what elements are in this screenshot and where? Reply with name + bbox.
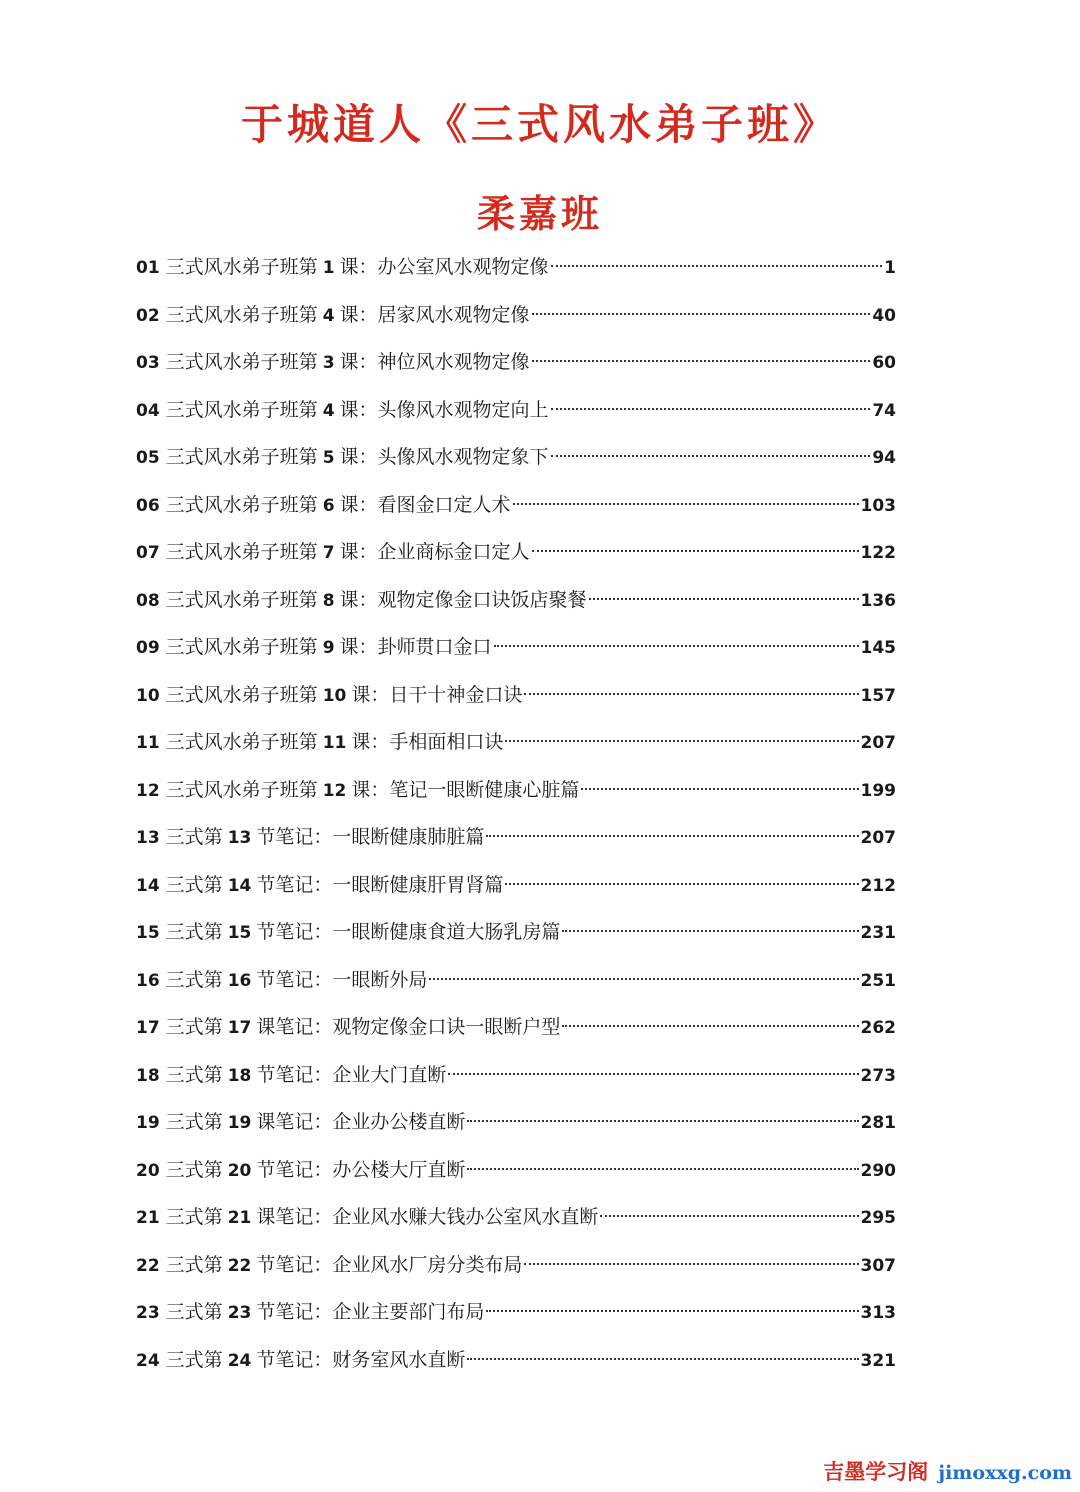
- toc-entry: [136, 438, 896, 486]
- toc-entry-lesson-suffix: 节笔记：: [256, 968, 333, 991]
- toc-leader-dots: [505, 883, 858, 885]
- toc-entry-lesson-suffix: 课：: [339, 588, 378, 611]
- toc-entry-topic: 看图金口定人术: [377, 493, 511, 516]
- toc-entry-page-number: 207: [860, 828, 896, 848]
- toc-entry-prefix: 三式风水弟子班第: [165, 731, 318, 753]
- toc-entry-number: 19: [136, 1113, 160, 1133]
- watermark-url: jimoxxg.com: [938, 1462, 1072, 1484]
- toc-leader-dots: [494, 645, 859, 647]
- toc-leader-dots: [581, 788, 858, 790]
- toc-entry-lesson-number: 19: [227, 1113, 252, 1133]
- toc-entry-page-number: 251: [860, 970, 896, 991]
- toc-leader-dots: [513, 503, 859, 505]
- toc-leader-dots: [486, 835, 858, 837]
- toc-entry: [136, 771, 896, 819]
- toc-entry-lesson-suffix: 课：: [339, 398, 378, 421]
- toc-entry-prefix: 三式第: [165, 921, 223, 943]
- toc-entry: [136, 581, 896, 629]
- toc-leader-dots: [429, 978, 858, 980]
- toc-entry-lesson-suffix: 课：: [351, 683, 390, 706]
- toc-leader-dots: [562, 930, 858, 932]
- toc-entry: [136, 961, 896, 1009]
- toc-entry-lesson-suffix: 节笔记：: [256, 1158, 333, 1181]
- toc-entry-number: 03: [136, 353, 160, 373]
- toc-entry-page-number: 212: [860, 875, 896, 896]
- toc-entry: [136, 866, 896, 914]
- toc-entry-lesson-number: 5: [322, 448, 335, 468]
- toc-entry-page-number: 199: [860, 780, 896, 801]
- toc-entry: [136, 1103, 896, 1151]
- toc-leader-dots: [524, 1263, 858, 1265]
- toc-entry-prefix: 三式第: [165, 1301, 223, 1323]
- toc-entry-page-number: 231: [860, 923, 896, 943]
- toc-entry-number: 05: [136, 448, 160, 468]
- toc-entry-prefix: 三式第: [165, 1348, 223, 1371]
- toc-entry-topic: 一眼断健康食道大肠乳房篇: [332, 921, 561, 943]
- toc-entry-lesson-suffix: 课：: [339, 303, 378, 326]
- toc-entry-prefix: 三式第: [165, 1158, 223, 1181]
- toc-leader-dots: [467, 1358, 858, 1360]
- toc-entry-prefix: 三式风水弟子班第: [165, 541, 318, 563]
- toc-entry: [136, 1151, 896, 1199]
- toc-entry-page-number: 281: [860, 1113, 896, 1133]
- toc-entry-lesson-suffix: 课：: [339, 636, 378, 658]
- toc-entry-topic: 办公楼大厅直断: [332, 1158, 466, 1181]
- toc-entry: [136, 486, 896, 534]
- toc-entry-lesson-number: 16: [227, 970, 252, 991]
- toc-entry-lesson-number: 4: [322, 305, 335, 326]
- toc-entry-lesson-suffix: 课：: [339, 541, 378, 563]
- toc-entry-topic: 观物定像金口诀一眼断户型: [332, 1016, 561, 1038]
- toc-leader-dots: [600, 1215, 858, 1217]
- toc-entry-number: 18: [136, 1065, 160, 1086]
- toc-entry-page-number: 145: [860, 638, 896, 658]
- toc-entry-number: 09: [136, 638, 160, 658]
- toc-entry-topic: 手相面相口诀: [389, 731, 504, 753]
- toc-entry-lesson-number: 10: [322, 685, 347, 706]
- toc-entry-prefix: 三式第: [165, 1206, 223, 1228]
- toc-entry-page-number: 74: [872, 400, 896, 421]
- toc-entry-lesson-suffix: 课：: [339, 256, 378, 278]
- document-subtitle: 柔嘉班: [476, 192, 603, 236]
- toc-entry-page-number: 262: [860, 1018, 896, 1038]
- toc-entry-lesson-suffix: 节笔记：: [256, 1063, 333, 1086]
- toc-entry: [136, 1246, 896, 1294]
- toc-leader-dots: [551, 455, 871, 457]
- toc-leader-dots: [532, 360, 871, 362]
- toc-entry-lesson-number: 12: [322, 780, 347, 801]
- toc-entry: [136, 1008, 896, 1056]
- toc-leader-dots: [467, 1120, 858, 1122]
- toc-entry-topic: 企业商标金口定人: [377, 541, 530, 563]
- toc-entry: [136, 1341, 896, 1389]
- toc-entry-prefix: 三式第: [165, 1253, 223, 1276]
- toc-entry-prefix: 三式风水弟子班第: [165, 398, 318, 421]
- toc-entry-prefix: 三式风水弟子班第: [165, 778, 318, 801]
- table-of-contents: [136, 248, 896, 1388]
- toc-entry-lesson-suffix: 课笔记：: [256, 1111, 333, 1133]
- toc-entry-prefix: 三式风水弟子班第: [165, 636, 318, 658]
- toc-entry-page-number: 122: [860, 543, 896, 563]
- toc-entry: [136, 248, 896, 296]
- toc-entry: [136, 1198, 896, 1246]
- toc-entry: [136, 343, 896, 391]
- toc-entry-page-number: 207: [860, 733, 896, 753]
- toc-entry-page-number: 1: [884, 258, 896, 278]
- toc-entry-number: 17: [136, 1018, 160, 1038]
- toc-entry-topic: 企业风水赚大钱办公室风水直断: [332, 1206, 599, 1228]
- toc-entry-page-number: 136: [860, 590, 896, 611]
- toc-entry: [136, 1056, 896, 1104]
- toc-entry-prefix: 三式风水弟子班第: [165, 493, 318, 516]
- watermark: [823, 1456, 1072, 1486]
- toc-entry-page-number: 321: [860, 1350, 896, 1371]
- toc-entry-lesson-suffix: 课：: [339, 351, 378, 373]
- toc-entry-page-number: 40: [872, 305, 896, 326]
- toc-leader-dots: [448, 1073, 858, 1075]
- toc-entry-number: 10: [136, 685, 160, 706]
- toc-leader-dots: [486, 1310, 858, 1312]
- toc-entry-lesson-suffix: 课：: [351, 778, 390, 801]
- toc-entry-number: 12: [136, 780, 160, 801]
- toc-entry-topic: 卦师贯口金口: [377, 636, 492, 658]
- toc-entry-lesson-number: 22: [227, 1255, 252, 1276]
- toc-entry-lesson-number: 8: [322, 590, 335, 611]
- toc-entry-number: 21: [136, 1208, 160, 1228]
- toc-entry-lesson-number: 11: [322, 733, 347, 753]
- toc-entry-prefix: 三式第: [165, 873, 223, 896]
- toc-entry-number: 11: [136, 733, 160, 753]
- toc-entry: [136, 391, 896, 439]
- toc-entry-prefix: 三式风水弟子班第: [165, 303, 318, 326]
- toc-entry-topic: 笔记一眼断健康心脏篇: [389, 778, 580, 801]
- toc-entry-prefix: 三式风水弟子班第: [165, 446, 318, 468]
- toc-entry-prefix: 三式风水弟子班第: [165, 351, 318, 373]
- toc-entry-lesson-number: 21: [227, 1208, 252, 1228]
- toc-entry-number: 02: [136, 305, 160, 326]
- toc-entry-lesson-suffix: 课笔记：: [256, 1206, 333, 1228]
- toc-entry-topic: 办公室风水观物定像: [377, 256, 549, 278]
- toc-entry-number: 08: [136, 590, 160, 611]
- toc-entry-prefix: 三式第: [165, 1111, 223, 1133]
- toc-entry-lesson-number: 18: [227, 1065, 252, 1086]
- toc-entry-topic: 企业主要部门布局: [332, 1301, 485, 1323]
- watermark-name: 吉墨学习阁: [823, 1460, 929, 1484]
- toc-entry-lesson-suffix: 课笔记：: [256, 1016, 333, 1038]
- toc-entry-topic: 企业办公楼直断: [332, 1111, 466, 1133]
- toc-entry-number: 01: [136, 258, 160, 278]
- toc-entry-lesson-number: 1: [322, 258, 335, 278]
- toc-entry-page-number: 103: [860, 495, 896, 516]
- toc-entry-number: 16: [136, 970, 160, 991]
- toc-entry: [136, 628, 896, 676]
- toc-entry-lesson-suffix: 课：: [339, 493, 378, 516]
- toc-entry-page-number: 290: [860, 1160, 896, 1181]
- toc-leader-dots: [524, 693, 858, 695]
- toc-entry-lesson-number: 20: [227, 1160, 252, 1181]
- toc-entry-number: 07: [136, 543, 160, 563]
- toc-entry-lesson-number: 3: [322, 353, 335, 373]
- toc-entry-topic: 居家风水观物定像: [377, 303, 530, 326]
- toc-entry-lesson-number: 23: [227, 1303, 252, 1323]
- toc-entry-lesson-suffix: 课：: [351, 731, 390, 753]
- toc-entry-lesson-number: 13: [227, 828, 252, 848]
- toc-leader-dots: [562, 1025, 858, 1027]
- toc-entry-lesson-number: 6: [322, 495, 335, 516]
- toc-entry-lesson-number: 9: [322, 638, 335, 658]
- toc-entry-topic: 神位风水观物定像: [377, 351, 530, 373]
- toc-leader-dots: [532, 550, 859, 552]
- toc-entry-lesson-suffix: 节笔记：: [256, 1348, 333, 1371]
- toc-entry-page-number: 273: [860, 1065, 896, 1086]
- toc-entry-prefix: 三式第: [165, 826, 223, 848]
- toc-entry: [136, 533, 896, 581]
- toc-entry-topic: 一眼断健康肺脏篇: [332, 826, 485, 848]
- toc-entry-topic: 财务室风水直断: [332, 1348, 466, 1371]
- toc-entry-number: 24: [136, 1350, 160, 1371]
- toc-entry-topic: 企业大门直断: [332, 1063, 447, 1086]
- toc-entry-topic: 日干十神金口诀: [389, 683, 523, 706]
- toc-leader-dots: [551, 408, 871, 410]
- toc-entry-lesson-number: 4: [322, 400, 335, 421]
- toc-entry-prefix: 三式第: [165, 1063, 223, 1086]
- document-title: 于城道人《三式风水弟子班》: [240, 100, 839, 149]
- toc-entry-page-number: 313: [860, 1303, 896, 1323]
- toc-entry-lesson-suffix: 节笔记：: [256, 1301, 333, 1323]
- toc-entry: [136, 818, 896, 866]
- toc-entry-lesson-suffix: 节笔记：: [256, 1253, 333, 1276]
- toc-entry-page-number: 307: [860, 1255, 896, 1276]
- toc-entry-lesson-number: 7: [322, 543, 335, 563]
- toc-leader-dots: [551, 265, 883, 267]
- toc-entry: [136, 676, 896, 724]
- toc-entry-lesson-number: 17: [227, 1018, 252, 1038]
- toc-entry-topic: 一眼断健康肝胃肾篇: [332, 873, 504, 896]
- toc-entry-prefix: 三式第: [165, 968, 223, 991]
- toc-entry-lesson-suffix: 节笔记：: [256, 873, 333, 896]
- toc-entry-topic: 观物定像金口诀饭店聚餐: [377, 588, 587, 611]
- toc-leader-dots: [589, 598, 859, 600]
- toc-entry-number: 15: [136, 923, 160, 943]
- toc-entry-prefix: 三式风水弟子班第: [165, 588, 318, 611]
- toc-entry-lesson-suffix: 节笔记：: [256, 921, 333, 943]
- toc-entry-topic: 企业风水厂房分类布局: [332, 1253, 523, 1276]
- toc-entry-number: 13: [136, 828, 160, 848]
- toc-entry-topic: 头像风水观物定向上: [377, 398, 549, 421]
- toc-entry-topic: 头像风水观物定象下: [377, 446, 549, 468]
- toc-entry-number: 23: [136, 1303, 160, 1323]
- toc-entry-lesson-number: 24: [227, 1350, 252, 1371]
- toc-entry-number: 14: [136, 875, 160, 896]
- toc-leader-dots: [467, 1168, 858, 1170]
- toc-entry: [136, 296, 896, 344]
- toc-entry-page-number: 157: [860, 685, 896, 706]
- toc-entry: [136, 913, 896, 961]
- toc-entry-page-number: 60: [872, 353, 896, 373]
- toc-entry-prefix: 三式风水弟子班第: [165, 683, 318, 706]
- toc-leader-dots: [505, 740, 858, 742]
- toc-entry-number: 22: [136, 1255, 160, 1276]
- toc-entry-number: 04: [136, 400, 160, 421]
- toc-entry-number: 06: [136, 495, 160, 516]
- toc-entry-number: 20: [136, 1160, 160, 1181]
- toc-entry-prefix: 三式第: [165, 1016, 223, 1038]
- toc-entry-page-number: 94: [872, 448, 896, 468]
- toc-entry-topic: 一眼断外局: [332, 968, 428, 991]
- toc-entry-page-number: 295: [860, 1208, 896, 1228]
- toc-entry-prefix: 三式风水弟子班第: [165, 256, 318, 278]
- toc-entry-lesson-suffix: 课：: [339, 446, 378, 468]
- toc-entry: [136, 1293, 896, 1341]
- toc-entry-lesson-number: 15: [227, 923, 252, 943]
- toc-entry-lesson-suffix: 节笔记：: [256, 826, 333, 848]
- toc-entry: [136, 723, 896, 771]
- toc-entry-lesson-number: 14: [227, 875, 252, 896]
- toc-leader-dots: [532, 313, 871, 315]
